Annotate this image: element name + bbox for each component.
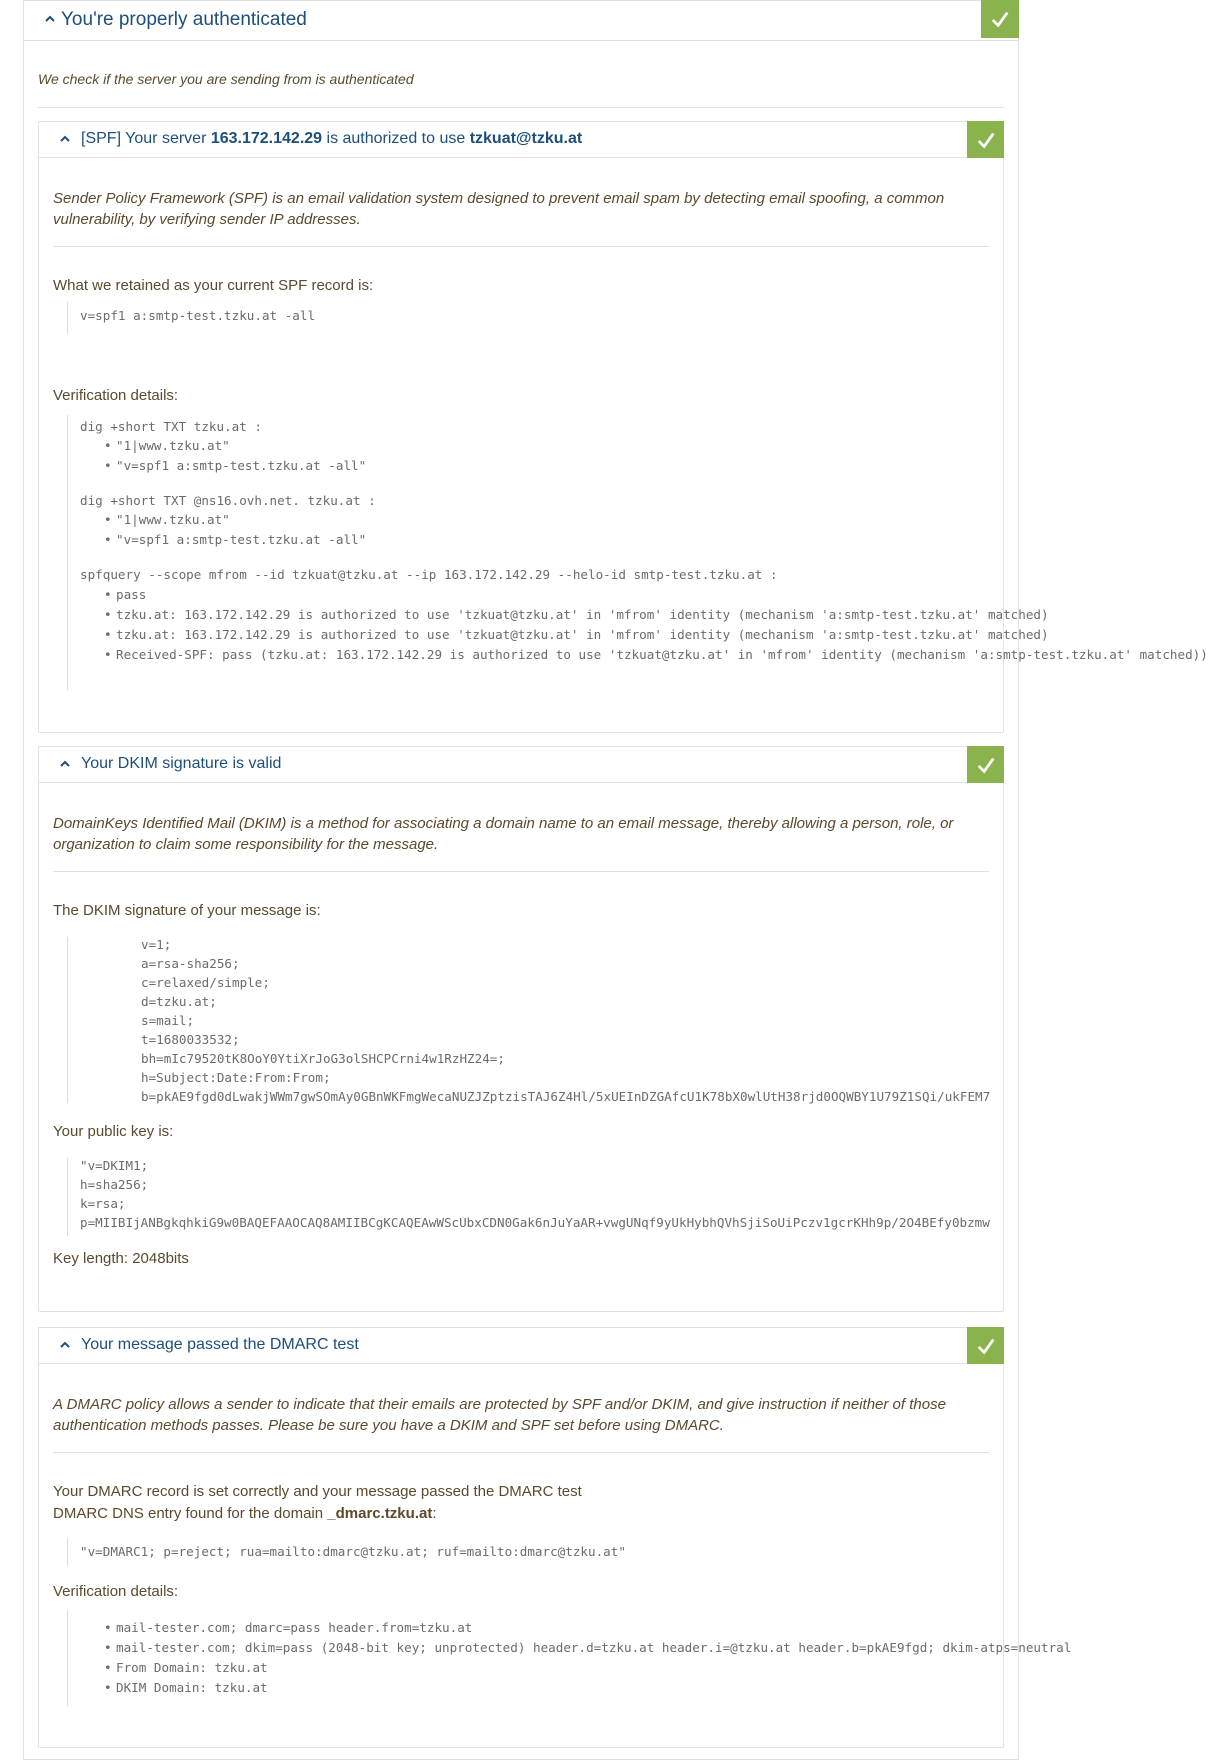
dmarc-verification-block xyxy=(67,1610,1072,1706)
spf-description: Sender Policy Framework (SPF) is an email validation system designed to prevent email spam by detecting email spoofing, a common vulnerability, by verifying sender IP addresses. xyxy=(53,190,945,228)
dkim-pubkey-label: Your public key is: xyxy=(53,1123,174,1140)
dkim-signature-label: The DKIM signature of your message is: xyxy=(53,902,321,919)
spf-record-block xyxy=(67,302,989,334)
checkmark-icon xyxy=(981,0,1019,38)
dkim-sig-line: t=1680033532; xyxy=(141,1032,240,1047)
chevron-up-icon[interactable] xyxy=(59,1337,71,1353)
list-item: • DKIM Domain: tzku.at xyxy=(116,1680,268,1695)
spf-record-label: What we retained as your current SPF record is: xyxy=(53,277,374,294)
dkim-pubkey-line: p=MIIBIjANBgkqhkiG9w0BAQEFAAOCAQ8AMIIBCgKCAQEAwWScUbxCDN0Gak6nJuYaAR+vwgUNqf9yUkHybhQVhSjiSoUiPczv1gcrKHh9p/2O4BEfy0bzmw xyxy=(80,1215,990,1230)
list-item: • "1|www.tzku.at" xyxy=(116,512,230,527)
dkim-sig-line: v=1; xyxy=(141,937,172,952)
divider xyxy=(38,107,1004,108)
list-item: • pass xyxy=(116,587,146,602)
dkim-pubkey-line: h=sha256; xyxy=(80,1177,149,1192)
checkmark-icon xyxy=(967,1327,1004,1364)
dkim-sig-line: bh=mIc79520tK8OoY0YtiXrJoG3olSHCPCrni4w1RzHZ24=; xyxy=(141,1051,505,1066)
authentication-panel xyxy=(23,0,1208,1760)
dkim-pubkey-line: "v=DKIM1; xyxy=(80,1158,149,1173)
spf-cmd-spfquery: spfquery --scope mfrom --id tzkuat@tzku.at --ip 163.172.142.29 --helo-id smtp-test.tzku.at : xyxy=(80,567,778,582)
list-item: • Received-SPF: pass (tzku.at: 163.172.142.29 is authorized to use 'tzkuat@tzku.at' in 'mfrom' identity (mechanism 'a:smtp-test.tzku.at' matched)) xyxy=(116,647,1208,662)
dkim-sig-line: h=Subject:Date:From:From; xyxy=(141,1070,331,1085)
dmarc-domain: _dmarc.tzku.at xyxy=(327,1505,433,1522)
divider xyxy=(53,871,989,872)
dmarc-description: A DMARC policy allows a sender to indicate that their emails are protected by SPF and/or DKIM, and give instruction if neither of those authentication methods passes. Please be sure you have a DKIM and SPF set before using DMARC. xyxy=(53,1396,946,1434)
dkim-sig-line: c=relaxed/simple; xyxy=(141,975,270,990)
dmarc-record-block xyxy=(67,1538,989,1566)
list-item: • mail-tester.com; dkim=pass (2048-bit key; unprotected) header.d=tzku.at header.i=@tzku.at header.b=pkAE9fgd; dkim-atps=neutral xyxy=(116,1640,1071,1655)
dmarc-section xyxy=(38,1327,1072,1748)
dkim-sig-line: s=mail; xyxy=(141,1013,195,1028)
checkmark-icon xyxy=(967,121,1004,158)
chevron-up-icon[interactable] xyxy=(59,131,71,147)
spf-title: [SPF] Your server 163.172.142.29 is authorized to use tzkuat@tzku.at xyxy=(81,130,583,147)
spf-record: v=spf1 a:smtp-test.tzku.at -all xyxy=(80,308,316,323)
dkim-signature-block xyxy=(67,937,989,1103)
spf-header[interactable] xyxy=(38,121,1004,158)
list-item: • From Domain: tzku.at xyxy=(116,1660,268,1675)
list-item: • tzku.at: 163.172.142.29 is authorized to use 'tzkuat@tzku.at' in 'mfrom' identity (mechanism 'a:smtp-test.tzku.at' matched) xyxy=(116,607,1049,622)
spf-cmd-dig-ns: dig +short TXT @ns16.ovh.net. tzku.at : xyxy=(80,493,376,508)
dkim-sig-line: b=pkAE9fgd0dLwakjWWm7gwSOmAy0GBnWKFmgWecaNUZJZptzisTAJ6Z4Hl/5xUEInDZGAfcU1K78bX0wlUtH38rjd0OQWBY1U79Z1SQi/ukFEM7 xyxy=(141,1089,991,1104)
dkim-sig-line: a=rsa-sha256; xyxy=(141,956,240,971)
list-item: • "1|www.tzku.at" xyxy=(116,438,230,453)
spf-verification-label: Verification details: xyxy=(53,387,179,404)
spf-cmd-dig: dig +short TXT tzku.at : xyxy=(80,419,262,434)
dkim-sig-line: d=tzku.at; xyxy=(141,994,217,1009)
checkmark-icon xyxy=(967,746,1004,783)
spf-ip: 163.172.142.29 xyxy=(210,130,323,147)
dmarc-verification-label: Verification details: xyxy=(53,1583,179,1600)
dkim-pubkey-block xyxy=(67,1158,989,1236)
authentication-title: You're properly authenticated xyxy=(61,9,307,30)
divider xyxy=(53,1452,989,1453)
dmarc-entry: DMARC DNS entry found for the domain _dmarc.tzku.at: xyxy=(53,1505,437,1522)
spf-section xyxy=(38,121,1208,733)
dmarc-status: Your DMARC record is set correctly and your message passed the DMARC test xyxy=(53,1483,582,1500)
list-item: • "v=spf1 a:smtp-test.tzku.at -all" xyxy=(116,458,366,473)
dmarc-record: "v=DMARC1; p=reject; rua=mailto:dmarc@tzku.at; ruf=mailto:dmarc@tzku.at" xyxy=(80,1544,626,1559)
dmarc-title: Your message passed the DMARC test xyxy=(81,1336,359,1353)
authentication-description: We check if the server you are sending from is authenticated xyxy=(38,71,414,87)
chevron-up-icon[interactable] xyxy=(59,756,71,772)
dkim-description: DomainKeys Identified Mail (DKIM) is a method for associating a domain name to an email message, thereby allowing a person, role, or organization to claim some responsibility for the message. xyxy=(53,815,954,853)
list-item: • "v=spf1 a:smtp-test.tzku.at -all" xyxy=(116,532,366,547)
list-item: • mail-tester.com; dmarc=pass header.from=tzku.at xyxy=(116,1620,472,1635)
dkim-header[interactable] xyxy=(38,746,1004,783)
dkim-title: Your DKIM signature is valid xyxy=(81,755,282,772)
dmarc-header[interactable] xyxy=(38,1327,1004,1364)
spf-email: tzkuat@tzku.at xyxy=(469,130,583,147)
dkim-key-length: Key length: 2048bits xyxy=(53,1250,189,1267)
authentication-header[interactable] xyxy=(23,0,1019,41)
dkim-pubkey-line: k=rsa; xyxy=(80,1196,126,1211)
divider xyxy=(53,246,989,247)
list-item: • tzku.at: 163.172.142.29 is authorized to use 'tzkuat@tzku.at' in 'mfrom' identity (mechanism 'a:smtp-test.tzku.at' matched) xyxy=(116,627,1049,642)
dkim-section xyxy=(38,746,1004,1312)
chevron-up-icon[interactable] xyxy=(44,11,56,27)
spf-verification-block xyxy=(67,415,1208,690)
